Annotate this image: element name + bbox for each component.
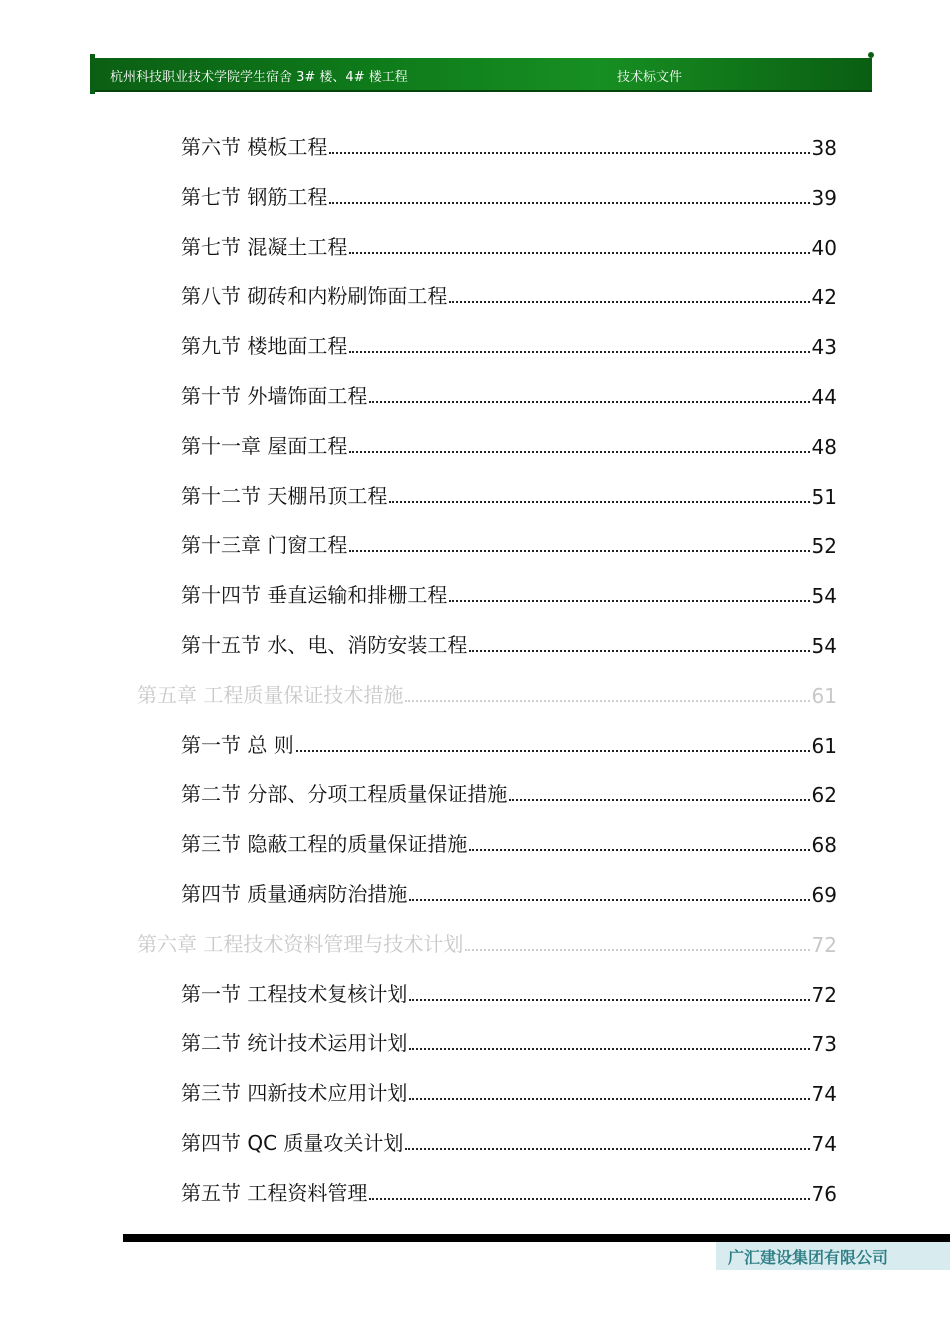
toc-entry-page: 72 — [811, 932, 837, 957]
toc-leader — [329, 152, 809, 154]
toc-leader — [369, 1198, 809, 1200]
toc-entry-page: 38 — [811, 136, 837, 160]
toc-entry-page: 72 — [811, 982, 837, 1007]
toc-leader — [405, 700, 809, 702]
toc-entry-page: 73 — [811, 1032, 837, 1057]
toc-entry[interactable] — [181, 1122, 837, 1156]
toc-entry[interactable] — [181, 275, 837, 309]
toc-entry-page: 44 — [811, 385, 837, 409]
toc-entry-title: 第十一章 屋面工程 — [181, 433, 348, 458]
toc-leader — [409, 899, 809, 901]
toc-entry-title: 第四节 QC 质量攻关计划 — [181, 1131, 404, 1155]
toc-entry[interactable] — [181, 773, 837, 807]
toc-entry-title: 第五节 工程资料管理 — [181, 1180, 368, 1205]
toc-leader — [409, 1098, 809, 1100]
toc-entry-page: 54 — [811, 634, 837, 658]
toc-entry-title: 第二节 统计技术运用计划 — [181, 1031, 408, 1056]
header-right-notch — [868, 52, 874, 58]
toc-entry-title: 第一节 总 则 — [181, 732, 294, 757]
toc-leader — [469, 849, 809, 851]
toc-leader — [349, 252, 809, 254]
toc-entry-page: 74 — [811, 1132, 837, 1156]
toc-entry-title: 第一节 工程技术复核计划 — [181, 981, 408, 1006]
toc-entry-page: 39 — [811, 185, 837, 210]
header-band — [92, 58, 872, 92]
toc-entry-title: 第六章 工程技术资料管理与技术计划 — [137, 931, 464, 956]
toc-entry[interactable] — [181, 375, 837, 409]
toc-entry[interactable] — [181, 1022, 837, 1056]
toc-chapter-entry[interactable] — [137, 674, 837, 708]
toc-entry-page: 42 — [811, 285, 837, 310]
toc-entry-page: 43 — [811, 335, 837, 360]
toc-entry-title: 第十四节 垂直运输和排栅工程 — [181, 583, 448, 608]
toc-entry-title: 第五章 工程质量保证技术措施 — [137, 682, 404, 707]
toc-entry-page: 54 — [811, 584, 837, 609]
toc-entry-page: 62 — [811, 783, 837, 808]
toc-entry-title: 第七节 钢筋工程 — [181, 184, 328, 209]
toc-entry[interactable] — [181, 1072, 837, 1106]
toc-entry[interactable] — [181, 823, 837, 857]
toc-leader — [449, 600, 809, 602]
toc-entry[interactable] — [181, 226, 837, 260]
company-name: 广汇建设集团有限公司 — [728, 1248, 889, 1267]
toc-leader — [409, 999, 809, 1001]
toc-leader — [296, 750, 810, 752]
toc-entry-title: 第三节 隐蔽工程的质量保证措施 — [181, 832, 468, 857]
toc-entry[interactable] — [181, 126, 837, 160]
toc-entry-title: 第十二节 天棚吊顶工程 — [181, 483, 388, 508]
toc-entry[interactable] — [181, 873, 837, 907]
toc-entry[interactable] — [181, 176, 837, 210]
toc-entry[interactable] — [181, 475, 837, 509]
toc-leader — [409, 1048, 809, 1050]
toc-entry-title: 第九节 楼地面工程 — [181, 334, 348, 359]
toc-entry[interactable] — [181, 524, 837, 558]
toc-entry-title: 第六节 模板工程 — [181, 135, 328, 159]
toc-leader — [465, 949, 809, 951]
toc-entry-page: 61 — [811, 733, 837, 758]
toc-entry-title: 第七节 混凝土工程 — [181, 234, 348, 259]
toc-entry-page: 51 — [811, 484, 837, 509]
toc-entry-page: 61 — [811, 683, 837, 708]
header-left-cap — [90, 54, 95, 94]
toc-entry-page: 74 — [811, 1082, 837, 1107]
toc-entry[interactable] — [181, 325, 837, 359]
toc-leader — [329, 202, 809, 204]
toc-leader — [349, 550, 809, 552]
toc-leader — [389, 501, 809, 503]
toc-entry-title: 第十节 外墙饰面工程 — [181, 384, 368, 408]
toc-leader — [349, 451, 809, 453]
toc-leader — [449, 301, 809, 303]
toc-entry[interactable] — [181, 574, 837, 608]
project-title: 杭州科技职业技术学院学生宿舍 3# 楼、4# 楼工程 — [110, 70, 408, 85]
toc-leader — [509, 799, 809, 801]
document-type: 技术标文件 — [617, 70, 683, 85]
toc-entry-title: 第三节 四新技术应用计划 — [181, 1081, 408, 1106]
toc-entry[interactable] — [181, 724, 837, 758]
toc-entry-title: 第十三章 门窗工程 — [181, 533, 348, 558]
toc-entry-title: 第二节 分部、分项工程质量保证措施 — [181, 782, 508, 807]
toc-entry-page: 48 — [811, 434, 837, 459]
toc-entry-title: 第八节 砌砖和内粉刷饰面工程 — [181, 284, 448, 309]
toc-leader — [349, 351, 809, 353]
toc-entry-title: 第四节 质量通病防治措施 — [181, 882, 408, 906]
footer-rule — [123, 1234, 950, 1242]
toc-entry[interactable] — [181, 973, 837, 1007]
toc-entry[interactable] — [181, 425, 837, 459]
toc-leader — [369, 401, 809, 403]
footer-company-box — [716, 1242, 950, 1270]
toc-leader — [405, 1148, 809, 1150]
toc-entry-title: 第十五节 水、电、消防安装工程 — [181, 633, 468, 657]
toc-entry-page: 52 — [811, 534, 837, 559]
toc-entry[interactable] — [181, 1172, 837, 1206]
toc-entry-page: 76 — [811, 1181, 837, 1206]
toc-entry-page: 40 — [811, 235, 837, 260]
toc-chapter-entry[interactable] — [137, 923, 837, 957]
toc-entry[interactable] — [181, 624, 837, 658]
toc-leader — [469, 650, 809, 652]
toc-entry-page: 68 — [811, 833, 837, 858]
toc-entry-page: 69 — [811, 883, 837, 907]
